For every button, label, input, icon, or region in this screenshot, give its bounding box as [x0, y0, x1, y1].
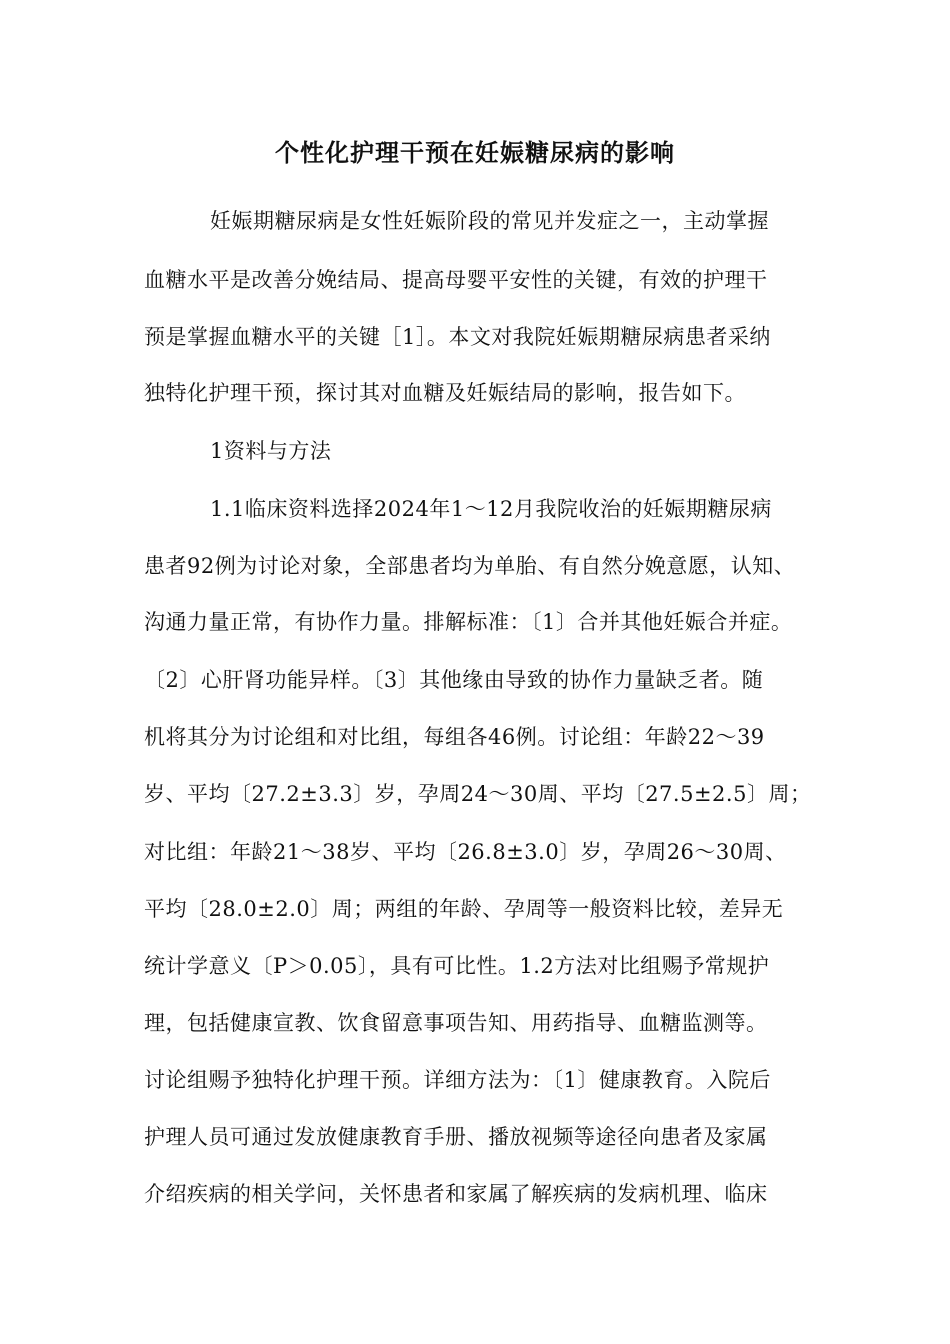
paragraph-line: 妊娠期糖尿病是女性妊娠阶段的常见并发症之一，主动掌握 [210, 209, 769, 233]
section-heading: 1资料与方法 [210, 439, 332, 463]
paragraph-line: 讨论组赐予独特化护理干预。详细方法为：〔1〕健康教育。入院后 [144, 1068, 771, 1092]
paragraph-line: 护理人员可通过发放健康教育手册、播放视频等途径向患者及家属 [144, 1125, 768, 1149]
paragraph-line: 沟通力量正常，有协作力量。排解标准：〔1〕合并其他妊娠合并症。 [144, 610, 793, 634]
paragraph-line: 对比组：年龄21～38岁、平均〔26.8±3.0〕岁，孕周26～30周、 [144, 840, 787, 864]
paragraph-line: 血糖水平是改善分娩结局、提高母婴平安性的关键，有效的护理干 [144, 268, 768, 292]
document-title: 个性化护理干预在妊娠糖尿病的影响 [275, 139, 675, 167]
paragraph-line: 1.1临床资料选择2024年1～12月我院收治的妊娠期糖尿病 [210, 497, 772, 521]
paragraph-line: 预是掌握血糖水平的关键［1］。本文对我院妊娠期糖尿病患者采纳 [144, 325, 771, 349]
paragraph-line: 独特化护理干预，探讨其对血糖及妊娠结局的影响，报告如下。 [144, 381, 746, 405]
paragraph-line: 理，包括健康宣教、饮食留意事项告知、用药指导、血糖监测等。 [144, 1011, 768, 1035]
paragraph-line: 患者92例为讨论对象，全部患者均为单胎、有自然分娩意愿，认知、 [144, 554, 796, 578]
paragraph-line: 平均〔28.0±2.0〕周；两组的年龄、孕周等一般资料比较，差异无 [144, 897, 784, 921]
paragraph-line: 统计学意义〔P＞0.05〕，具有可比性。1.2方法对比组赐予常规护 [144, 954, 770, 978]
paragraph-line: 岁、平均〔27.2±3.3〕岁，孕周24～30周、平均〔27.5±2.5〕周； [144, 782, 812, 806]
paragraph-line: 机将其分为讨论组和对比组，每组各46例。讨论组：年龄22～39 [144, 725, 765, 749]
paragraph-line: 介绍疾病的相关学问，关怀患者和家属了解疾病的发病机理、临床 [144, 1182, 768, 1206]
paragraph-line: 〔2〕心肝肾功能异样。〔3〕其他缘由导致的协作力量缺乏者。随 [144, 668, 764, 692]
